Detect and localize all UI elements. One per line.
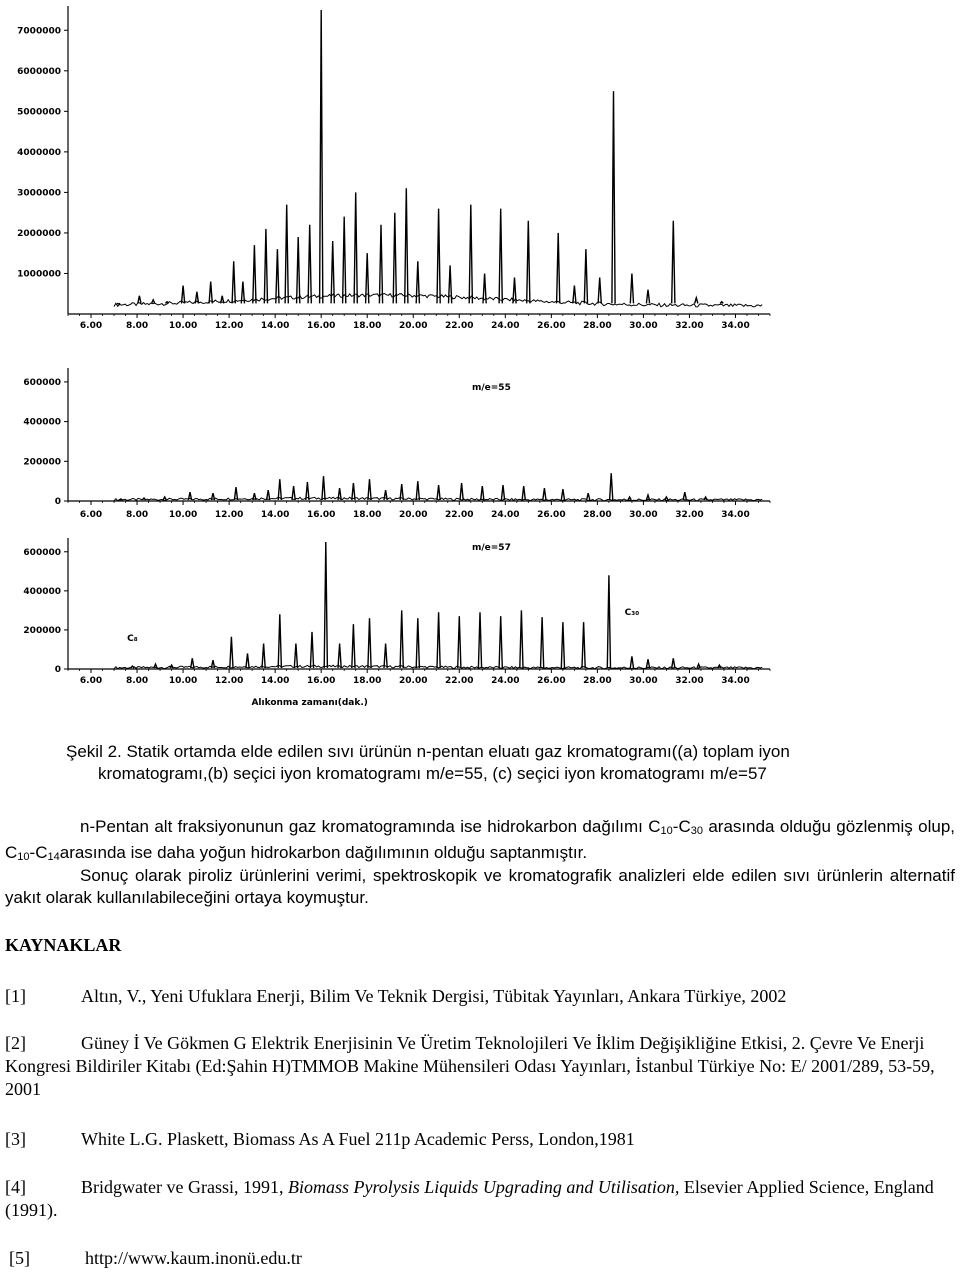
y-tick-label: 200000 — [23, 457, 61, 468]
x-tick-label: 30.00 — [629, 321, 658, 331]
peak — [628, 497, 631, 500]
peak — [152, 300, 155, 304]
peak — [165, 302, 168, 304]
peak — [478, 612, 481, 668]
peak — [612, 91, 615, 303]
y-tick-label: 400000 — [23, 586, 61, 597]
paragraph-2: Sonuç olarak piroliz ürünlerini verimi, spektroskopik ve kromatografik analizleri elde edilen sıvı ürünlerin alternatif yakıt olarak kullanılabileceğini ortaya koymuştur. — [5, 866, 955, 907]
caption-line-1: Şekil 2. Statik ortamda elde edilen sıvı ürünün n-pentan eluatı gaz kromatogramı((a) toplam iyon — [66, 742, 790, 761]
peak — [460, 483, 463, 500]
reference-text: White L.G. Plaskett, Biomass As A Fuel 211p Academic Perss, London,1981 — [81, 1129, 635, 1149]
peak — [672, 221, 675, 304]
x-tick-label: 24.00 — [491, 510, 520, 520]
peak — [182, 286, 185, 304]
reference-3 — [5, 1128, 955, 1151]
peak — [481, 486, 484, 500]
peak — [285, 205, 288, 304]
peak — [610, 473, 613, 500]
peak — [437, 612, 440, 668]
peak — [338, 644, 341, 668]
reference-2 — [5, 1032, 955, 1101]
chromatogram-me55 — [0, 358, 780, 528]
y-tick-label: 0 — [54, 665, 61, 675]
peak — [209, 282, 212, 304]
peak — [405, 188, 408, 303]
chromatogram-me57 — [0, 528, 780, 713]
x-tick-label: 34.00 — [721, 510, 750, 520]
chart-svg-me55 — [0, 358, 780, 528]
y-tick-label: 4000000 — [17, 147, 61, 158]
peak — [292, 486, 295, 500]
x-tick-label: 20.00 — [399, 510, 428, 520]
references-heading: KAYNAKLAR — [5, 935, 122, 955]
x-tick-label: 24.00 — [491, 321, 520, 331]
p1-text-c: arasında olduğu gözlenmiş olup, C — [5, 817, 956, 862]
peak — [720, 302, 723, 304]
peak — [368, 618, 371, 668]
reference-title-italic: Biomass Pyrolysis Liquids Upgrading and Utilisation, — [287, 1177, 680, 1197]
peak — [191, 658, 194, 668]
chart-svg-total-ion — [0, 0, 780, 340]
x-tick-label: 8.00 — [125, 676, 149, 686]
x-tick-label: 8.00 — [125, 510, 149, 520]
peak — [582, 622, 585, 668]
x-tick-label: 18.00 — [352, 676, 382, 686]
peak — [253, 245, 256, 303]
peak — [665, 497, 668, 500]
peak — [278, 479, 281, 500]
peak — [630, 274, 633, 304]
x-tick-label: 20.00 — [399, 676, 428, 686]
y-tick-label: 200000 — [23, 625, 61, 636]
chromatogram-total-ion — [0, 0, 780, 340]
x-tick-label: 6.00 — [79, 321, 103, 331]
p1-text-e: arasında ise daha yoğun hidrokarbon dağılımının olduğu saptanmıştır. — [59, 843, 588, 862]
x-tick-label: 32.00 — [675, 676, 704, 686]
peak — [343, 217, 346, 304]
ion-annotation: m/e=57 — [472, 543, 511, 553]
peak — [587, 493, 590, 500]
reference-1 — [5, 985, 955, 1008]
x-tick-label: 26.00 — [537, 321, 566, 331]
peak — [469, 205, 472, 304]
p1-text-b: -C — [672, 817, 691, 836]
p1-sub-2: 30 — [690, 825, 703, 837]
y-tick-label: 1000000 — [17, 269, 61, 280]
x-tick-label: 16.00 — [306, 321, 336, 331]
peak — [267, 490, 270, 500]
x-tick-label: 18.00 — [352, 510, 382, 520]
y-tick-label: 6000000 — [17, 66, 61, 77]
peak — [449, 265, 452, 303]
peak — [672, 658, 675, 668]
peak — [573, 286, 576, 304]
reference-number: [3] — [5, 1129, 26, 1149]
peak — [393, 213, 396, 304]
peak — [543, 488, 546, 500]
x-tick-label: 32.00 — [675, 321, 704, 331]
peak — [499, 616, 502, 668]
x-tick-label: 10.00 — [168, 510, 198, 520]
reference-number: [4] — [5, 1177, 26, 1197]
x-tick-label: 16.00 — [306, 676, 336, 686]
peak-label: C₈ — [127, 634, 138, 644]
peak — [379, 225, 382, 304]
y-tick-label: 3000000 — [17, 188, 61, 199]
x-tick-label: 10.00 — [168, 676, 198, 686]
peak — [458, 616, 461, 668]
peak — [262, 644, 265, 668]
x-tick-label: 24.00 — [491, 676, 520, 686]
peak — [117, 303, 120, 304]
x-tick-label: 32.00 — [675, 510, 704, 520]
peak — [294, 644, 297, 668]
peak — [142, 498, 145, 500]
ion-annotation: m/e=55 — [472, 383, 511, 393]
reference-4 — [5, 1176, 955, 1222]
peak — [607, 575, 610, 668]
x-tick-label: 22.00 — [445, 676, 474, 686]
peak — [366, 253, 369, 303]
x-tick-label: 6.00 — [79, 676, 103, 686]
x-tick-label: 10.00 — [168, 321, 198, 331]
p1-sub-4: 14 — [47, 851, 60, 863]
peak — [584, 249, 587, 303]
reference-number: [5] — [9, 1248, 30, 1268]
x-tick-label: 14.00 — [260, 510, 290, 520]
x-tick-label: 26.00 — [537, 676, 566, 686]
peak — [598, 278, 601, 304]
p1-sub-1: 10 — [660, 825, 673, 837]
peak — [683, 492, 686, 500]
reference-text-b: Elsevier Applied Science, England (1991). — [5, 1177, 934, 1220]
p1-sub-3: 10 — [17, 851, 30, 863]
y-tick-label: 400000 — [23, 417, 61, 428]
x-tick-label: 12.00 — [214, 321, 244, 331]
y-tick-label: 0 — [54, 497, 61, 507]
peak — [527, 221, 530, 304]
x-axis-label: Alıkonma zamanı(dak.) — [251, 698, 368, 708]
peak — [320, 10, 323, 303]
x-tick-label: 12.00 — [214, 676, 244, 686]
reference-5 — [9, 1247, 959, 1270]
x-tick-label: 30.00 — [629, 676, 658, 686]
peak — [557, 233, 560, 304]
peak — [630, 656, 633, 668]
x-tick-label: 20.00 — [399, 321, 428, 331]
peak — [131, 666, 134, 668]
peak — [541, 617, 544, 668]
x-tick-label: 12.00 — [214, 510, 244, 520]
peak-label: C₃₀ — [624, 608, 640, 618]
peak — [561, 489, 564, 500]
peak — [416, 481, 419, 500]
peak — [384, 644, 387, 668]
peak — [264, 229, 267, 304]
peak — [354, 192, 357, 303]
y-tick-label: 7000000 — [17, 26, 61, 37]
peak — [437, 209, 440, 304]
figure-caption — [66, 741, 946, 785]
peak — [163, 497, 166, 500]
x-tick-label: 30.00 — [629, 510, 658, 520]
x-tick-label: 18.00 — [352, 321, 382, 331]
peak — [232, 261, 235, 303]
reference-text: Güney İ Ve Gökmen G Elektrik Enerjisinin Ve Üretim Teknolojileri Ve İklim Değişikliğine Etkisi, 2. Çevre Ve Enerji Kongresi Bildiriler Kitabı (Ed:Şahin H)TMMOB Makine Mühensileri Odası Yayınları, İstanbul Türkiye No: E/ 2001/289, 53-59, 2001 — [5, 1033, 935, 1099]
peak — [646, 659, 649, 668]
x-tick-label: 34.00 — [721, 676, 750, 686]
x-tick-label: 28.00 — [583, 321, 612, 331]
x-tick-label: 28.00 — [583, 676, 612, 686]
peak — [138, 296, 141, 304]
x-tick-label: 22.00 — [445, 510, 474, 520]
p1-text-d: -C — [29, 843, 48, 862]
x-tick-label: 28.00 — [583, 510, 612, 520]
x-tick-label: 22.00 — [445, 321, 474, 331]
peak — [246, 653, 249, 668]
reference-text-a: Bridgwater ve Grassi, 1991, — [81, 1177, 288, 1197]
peak — [561, 622, 564, 668]
peak — [310, 632, 313, 668]
peak — [352, 483, 355, 500]
y-tick-label: 600000 — [23, 377, 61, 388]
peak — [352, 624, 355, 668]
x-tick-label: 34.00 — [721, 321, 750, 331]
y-tick-label: 600000 — [23, 547, 61, 558]
peak — [322, 476, 325, 500]
x-tick-label: 26.00 — [537, 510, 566, 520]
peak — [276, 249, 279, 303]
reference-number: [1] — [5, 986, 26, 1006]
peak — [501, 485, 504, 500]
caption-line-2: kromatogramı,(b) seçici iyon kromatogramı m/e=55, (c) seçici iyon kromatogramı m/e=57 — [98, 764, 767, 783]
x-tick-label: 16.00 — [306, 510, 336, 520]
y-tick-label: 5000000 — [17, 107, 61, 118]
peak — [695, 298, 698, 304]
peak — [520, 610, 523, 668]
peak — [522, 486, 525, 500]
reference-number: [2] — [5, 1033, 26, 1053]
peak — [308, 225, 311, 304]
p1-text-a: n-Pentan alt fraksiyonunun gaz kromatogramında ise hidrokarbon dağılımı C — [80, 817, 661, 836]
peak — [499, 209, 502, 304]
y-tick-label: 2000000 — [17, 228, 61, 239]
peak — [278, 614, 281, 668]
peak — [437, 485, 440, 500]
peak — [324, 542, 327, 668]
x-tick-label: 6.00 — [79, 510, 103, 520]
peak — [230, 637, 233, 668]
x-tick-label: 14.00 — [260, 676, 290, 686]
x-tick-label: 8.00 — [125, 321, 149, 331]
peak — [297, 237, 300, 303]
peak — [368, 479, 371, 500]
peak — [400, 610, 403, 668]
peak — [646, 290, 649, 304]
x-tick-label: 14.00 — [260, 321, 290, 331]
paragraph-1 — [5, 816, 955, 868]
peak — [416, 261, 419, 303]
peak — [234, 487, 237, 500]
peak — [416, 618, 419, 668]
chart-svg-me57 — [0, 528, 780, 713]
reference-text: Altın, V., Yeni Ufuklara Enerji, Bilim Ve Teknik Dergisi, Tübitak Yayınları, Ankara Türkiye, 2002 — [81, 986, 787, 1006]
reference-link[interactable]: http://www.kaum.inonü.edu.tr — [85, 1248, 302, 1268]
